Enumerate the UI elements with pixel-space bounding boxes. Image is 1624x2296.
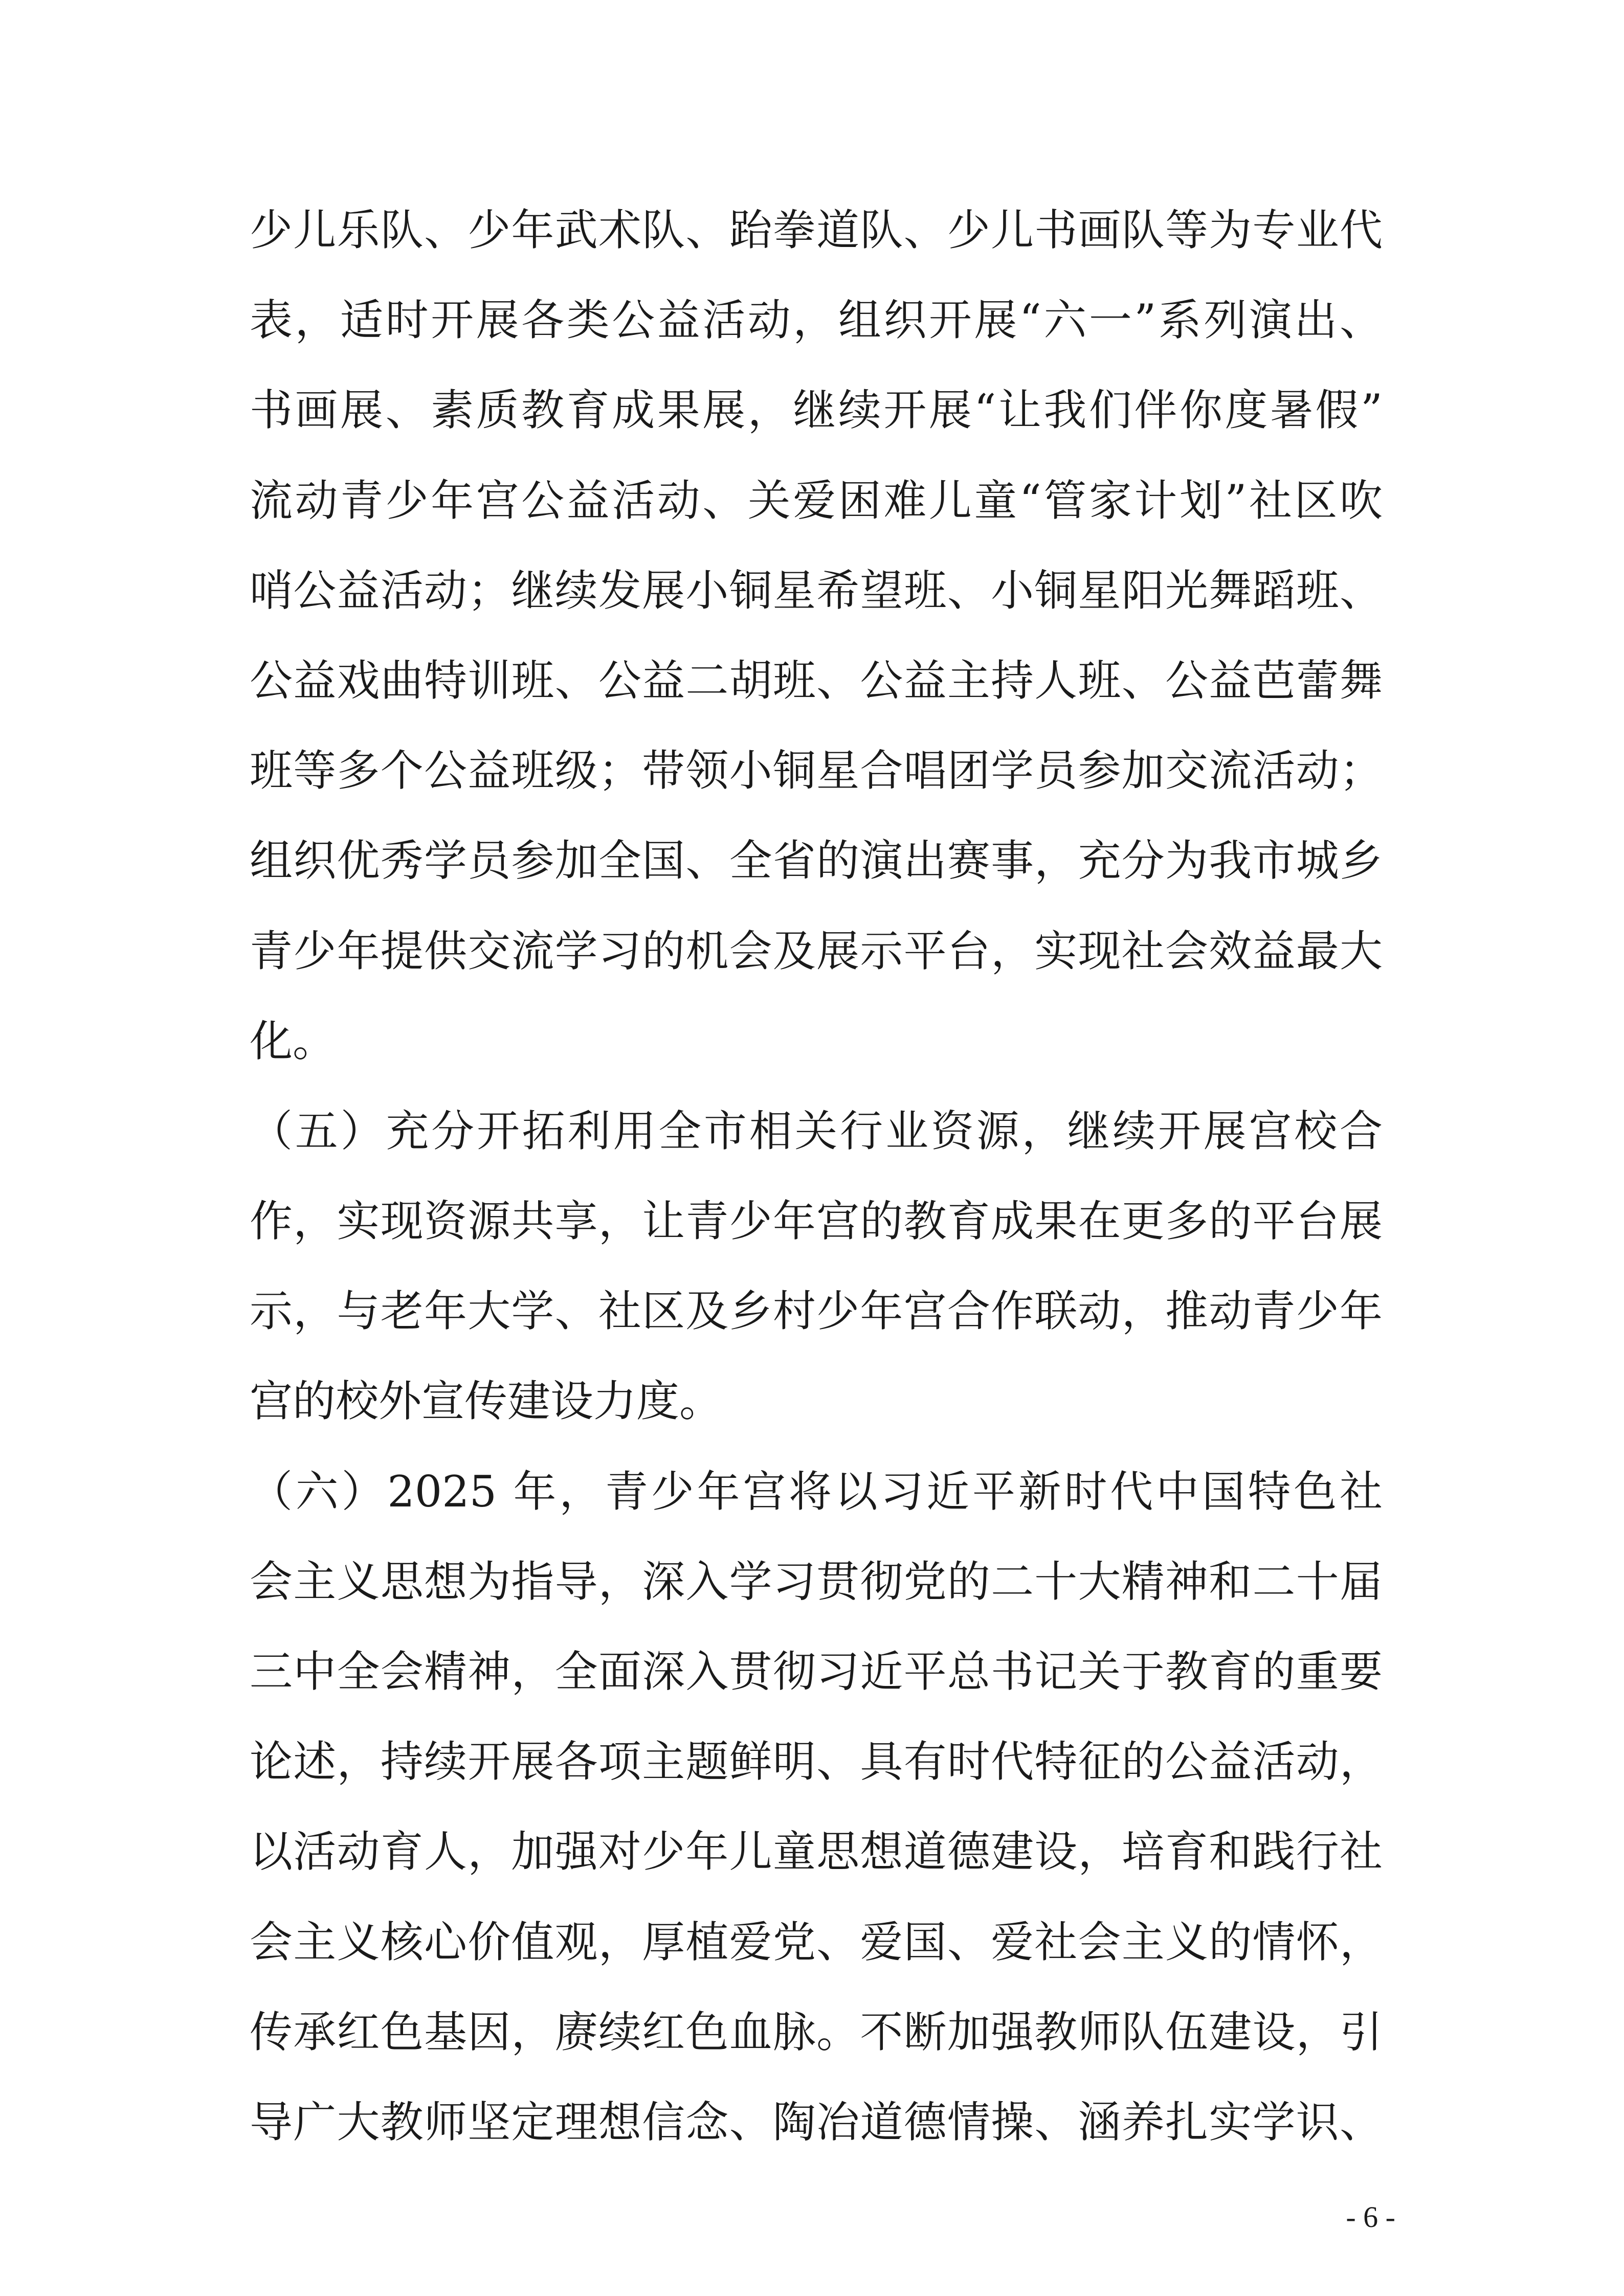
body-text-line: 流动青少年宫公益活动、关爱困难儿童“管家计划”社区吹 [250, 476, 1383, 526]
body-text-line: 以活动育人，加强对少年儿童思想道德建设，培育和践行社 [250, 1827, 1383, 1877]
body-text-line: 传承红色基因，赓续红色血脉。不断加强教师队伍建设，引 [250, 2007, 1383, 2057]
paragraph-five-first-line: （五）充分开拓利用全市相关行业资源，继续开展宫校合 [250, 1106, 1383, 1156]
body-text-line: 三中全会精神，全面深入贯彻习近平总书记关于教育的重要 [250, 1647, 1383, 1697]
body-text-line: 哨公益活动；继续发展小铜星希望班、小铜星阳光舞蹈班、 [250, 566, 1383, 616]
body-text-line: 示，与老年大学、社区及乡村少年宫合作联动，推动青少年 [250, 1286, 1383, 1336]
body-text-line: 作，实现资源共享，让青少年宫的教育成果在更多的平台展 [250, 1196, 1383, 1246]
body-text-line: 会主义思想为指导，深入学习贯彻党的二十大精神和二十届 [250, 1557, 1383, 1607]
body-text-line: 班等多个公益班级；带领小铜星合唱团学员参加交流活动； [250, 746, 1383, 796]
body-text-line: 化。 [250, 1016, 336, 1066]
body-text-line: 青少年提供交流学习的机会及展示平台，实现社会效益最大 [250, 926, 1383, 976]
page-number: - 6 - [1346, 2200, 1395, 2234]
body-text-line: 会主义核心价值观，厚植爱党、爱国、爱社会主义的情怀， [250, 1917, 1383, 1967]
body-text-line: 组织优秀学员参加全国、全省的演出赛事，充分为我市城乡 [250, 836, 1383, 886]
paragraph-six-first-line: （六）2025 年，青少年宫将以习近平新时代中国特色社 [250, 1467, 1383, 1517]
body-text-line: 宫的校外宣传建设力度。 [250, 1376, 723, 1426]
body-text-line: 表，适时开展各类公益活动，组织开展“六一”系列演出、 [250, 295, 1383, 345]
body-text-line: 论述，持续开展各项主题鲜明、具有时代特征的公益活动， [250, 1737, 1383, 1787]
body-text-line: 少儿乐队、少年武术队、跆拳道队、少儿书画队等为专业代 [250, 205, 1383, 255]
body-text-line: 导广大教师坚定理想信念、陶冶道德情操、涵养扎实学识、 [250, 2097, 1383, 2147]
body-text-line: 书画展、素质教育成果展，继续开展“让我们伴你度暑假” [250, 385, 1383, 435]
body-text-line: 公益戏曲特训班、公益二胡班、公益主持人班、公益芭蕾舞 [250, 656, 1383, 706]
